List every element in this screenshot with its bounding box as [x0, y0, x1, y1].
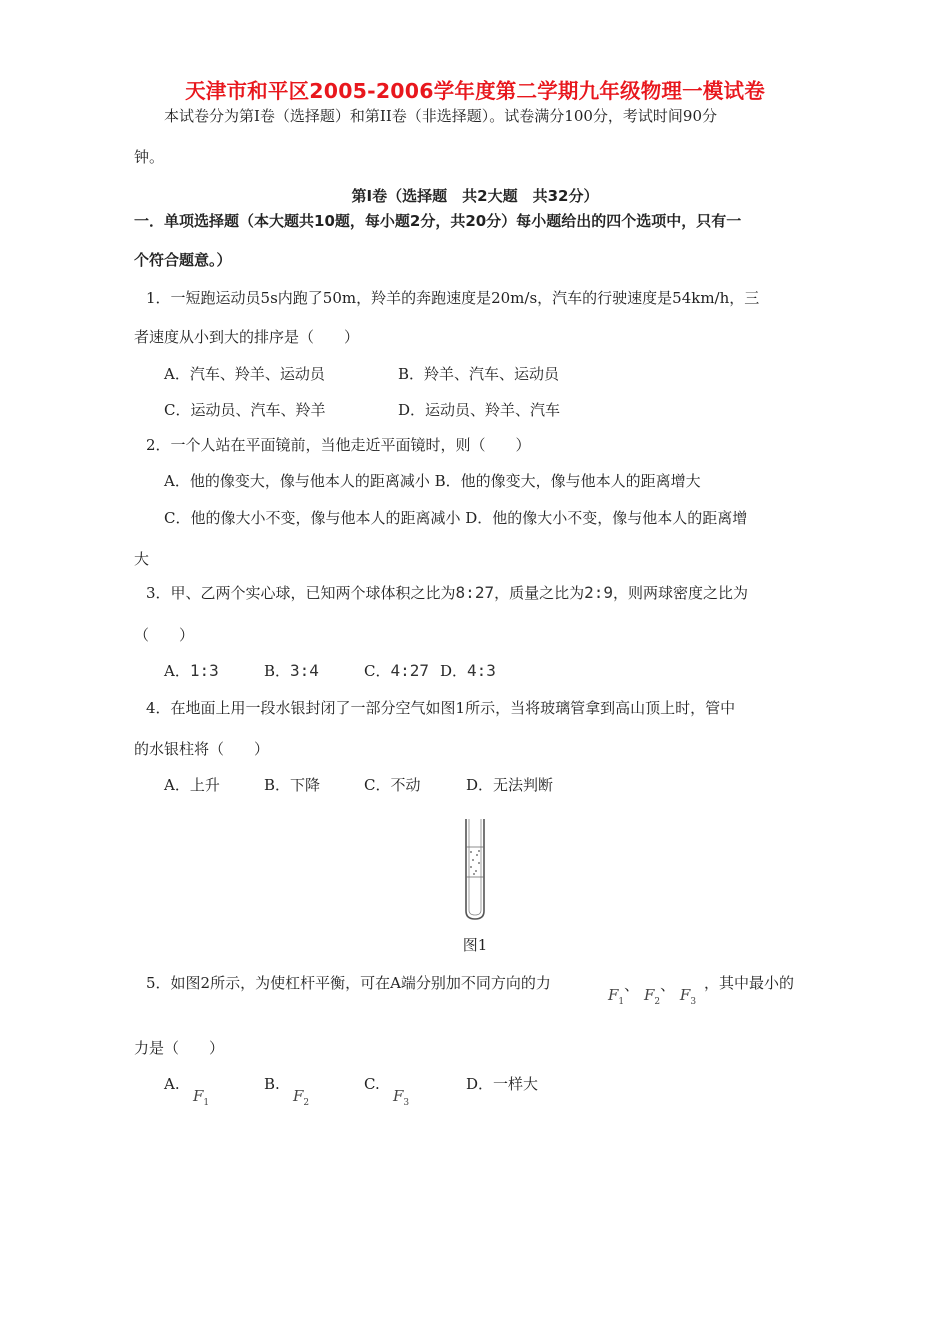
q2-options-cd: C．他的像大小不变，像与他本人的距离减小 D．他的像大小不变，像与他本人的距离增: [164, 509, 748, 527]
q2-options-ab: A．他的像变大，像与他本人的距离减小 B．他的像变大，像与他本人的距离增大: [164, 472, 701, 490]
q5-option-c-value: $F_3$: [393, 1087, 410, 1108]
q4-option-b: B．下降: [264, 776, 321, 794]
q1-option-b: B．羚羊、汽车、运动员: [398, 365, 560, 383]
q3-option-c-value: 4:27: [390, 661, 430, 680]
q2-line-1: 2．一个人站在平面镜前，当他走近平面镜时，则（ ）: [146, 436, 531, 454]
q3-text-post: ，则两球密度之比为: [613, 584, 749, 602]
q4-line-2: 的水银柱将（ ）: [134, 740, 270, 758]
q2-line-4: 大: [134, 550, 150, 568]
q5-option-c-label: C.: [364, 1075, 380, 1093]
q3-option-a-value: 1:3: [189, 661, 219, 680]
q5-separator-2: 、: [660, 976, 676, 994]
q3-option-d: [440, 661, 496, 681]
intro-line-1: 本试卷分为第I卷（选择题）和第II卷（非选择题）。试卷满分100分，考试时间90分: [164, 107, 717, 125]
q3-option-b-label: B．: [264, 662, 291, 680]
q5-option-d: D．一样大: [466, 1075, 539, 1093]
q3-option-d-label: D．: [440, 662, 468, 680]
q1-option-a: A．汽车、羚羊、运动员: [164, 365, 325, 383]
glass-tube-figure: [455, 815, 495, 923]
q4-option-c: C．不动: [364, 776, 421, 794]
q5-forces: [608, 976, 697, 1012]
page-title: 天津市和平区2005-2006学年度第二学期九年级物理一模试卷: [185, 79, 765, 103]
q5-option-b-label: B.: [264, 1075, 280, 1093]
part1-instructions-line-1: 一．单项选择题（本大题共10题，每小题2分，共20分）每小题给出的四个选项中，只有一: [134, 212, 742, 230]
q4-line-1: 4．在地面上用一段水银封闭了一部分空气如图1所示，当将玻璃管拿到高山顶上时，管中: [146, 699, 736, 717]
q3-mass-ratio: 2:9: [584, 583, 613, 602]
q3-option-a: [164, 661, 219, 681]
q1-line-2: 者速度从小到大的排序是（ ）: [134, 328, 360, 346]
q3-option-d-value: 4:3: [467, 661, 496, 680]
q1-option-d: D．运动员、羚羊、汽车: [398, 401, 561, 419]
q5-option-b-value: $F_2$: [293, 1087, 310, 1108]
q1-line-1: 1．一短跑运动员5s内跑了50m，羚羊的奔跑速度是20m/s，汽车的行驶速度是54km/h，三: [146, 289, 760, 307]
q5-option-a-value: $F_1$: [193, 1087, 210, 1108]
q3-volume-ratio: 8:27: [455, 583, 495, 602]
q5-line-2: 力是（ ）: [134, 1039, 225, 1057]
figure-1-caption: 图1: [462, 936, 488, 954]
q5-line-1-text: 5．如图2所示，为使杠杆平衡，可在A端分别加不同方向的力: [146, 974, 551, 992]
q3-option-c-label: C．: [364, 662, 391, 680]
q3-option-a-label: A．: [164, 662, 190, 680]
q3-option-c: [364, 661, 429, 681]
q3-option-b: [264, 661, 319, 681]
q4-option-a: A．上升: [164, 776, 220, 794]
intro-line-2: 钟。: [134, 148, 165, 166]
q3-line-1: [146, 583, 748, 603]
force-f2-symbol: $F_2$: [643, 986, 661, 1007]
part1-instructions-line-2: 个符合题意。）: [134, 251, 232, 269]
force-f1-symbol: $F_1$: [608, 986, 625, 1007]
force-f3-symbol: $F_3$: [679, 986, 697, 1007]
q4-option-d: D．无法判断: [466, 776, 554, 794]
section-header: 第I卷（选择题 共2大题 共32分）: [351, 187, 599, 205]
q3-text-pre: 3．甲、乙两个实心球，已知两个球体积之比为: [146, 584, 456, 602]
q3-line-2: （ ）: [134, 626, 195, 644]
q5-line-1-post: ，其中最小的: [704, 974, 795, 992]
q5-option-a-label: A.: [164, 1075, 180, 1093]
q3-option-b-value: 3:4: [290, 661, 319, 680]
q3-text-mid: ，质量之比为: [494, 584, 585, 602]
q1-option-c: C．运动员、汽车、羚羊: [164, 401, 326, 419]
q5-separator-1: 、: [624, 976, 640, 994]
